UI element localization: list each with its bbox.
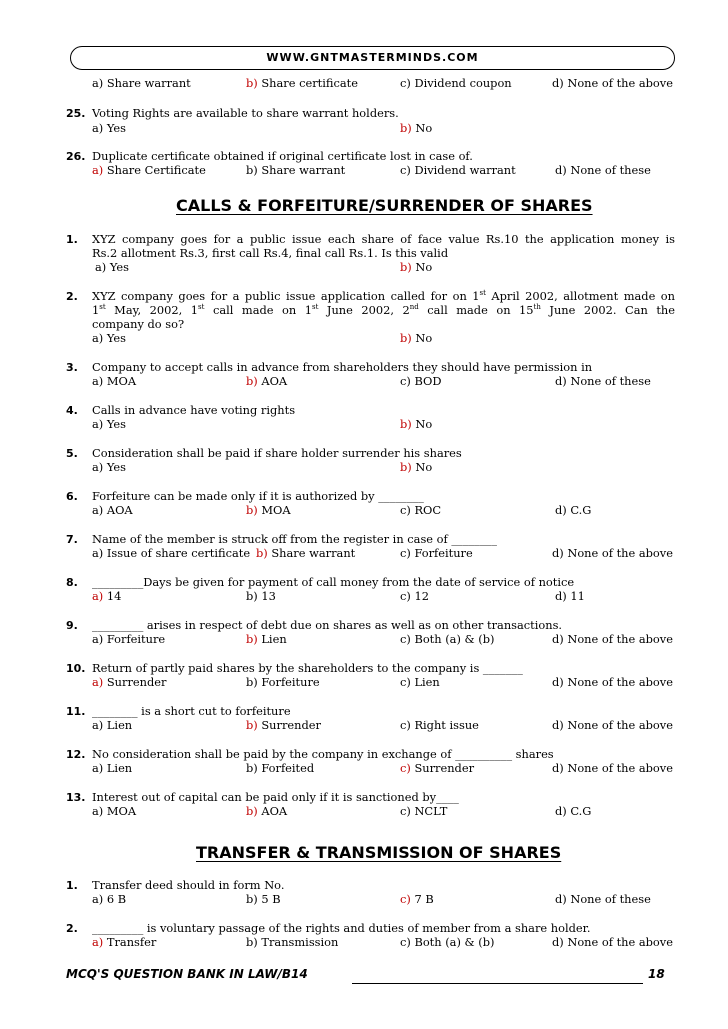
option-d: d) None of the above (552, 718, 673, 732)
answer-marker: b) (400, 260, 412, 274)
option-b: b) MOA (246, 503, 291, 517)
answer-marker: b) (400, 331, 412, 345)
option-a: a) Transfer (92, 935, 157, 949)
page-number: 18 (648, 967, 665, 981)
question-text: _________ arises in respect of debt due on shares as well as on other transactions. (92, 618, 563, 632)
question-text: Interest out of capital can be paid only if it is sanctioned by____ (92, 790, 459, 804)
question-text-cont: Rs.2 allotment Rs.3, first call Rs.4, final call Rs.1. Is this valid (92, 246, 449, 260)
option-b: b) Lien (246, 632, 287, 646)
option-d: d) None of these (555, 374, 651, 388)
option-a: a) MOA (92, 804, 137, 818)
question-number: 7. (66, 533, 78, 546)
answer-marker: a) (92, 589, 104, 603)
option-b: b) 5 B (246, 892, 281, 906)
option-a: a) Lien (92, 761, 133, 775)
option-a: a) MOA (92, 374, 137, 388)
footer-rule (352, 983, 643, 984)
question-text-cont: 1st May, 2002, 1st call made on 1st June 2002, 2nd call made on 15th June 2002. Can the (92, 303, 675, 317)
option-b: b) Transmission (246, 935, 339, 949)
question-text: Forfeiture can be made only if it is authorized by ________ (92, 489, 424, 503)
answer-marker: a) (92, 163, 104, 177)
question-number: 1. (66, 233, 78, 246)
question-number: 11. (66, 705, 86, 718)
question-text: ________ is a short cut to forfeiture (92, 704, 291, 718)
option-c: c) ROC (400, 503, 442, 517)
question-text-cont: company do so? (92, 317, 185, 331)
question-number: 6. (66, 490, 78, 503)
answer-marker: b) (246, 804, 258, 818)
option-c: c) Forfeiture (400, 546, 473, 560)
question-number: 26. (66, 150, 86, 163)
option-b: b) No (400, 417, 433, 431)
option-a: a) Issue of share certificate (92, 546, 251, 560)
option-c: c) Both (a) & (b) (400, 632, 495, 646)
option-d: d) None of these (555, 163, 651, 177)
question-text: Calls in advance have voting rights (92, 403, 296, 417)
option-a: a) 14 (92, 589, 122, 603)
option-b: b) AOA (246, 374, 288, 388)
option-b: b) 13 (246, 589, 276, 603)
option-d: d) None of the above (552, 632, 673, 646)
question-number: 8. (66, 576, 78, 589)
question-text: Voting Rights are available to share warrant holders. (92, 106, 399, 120)
option-a: a) Lien (92, 718, 133, 732)
question-number: 5. (66, 447, 78, 460)
footer-title: MCQ'S QUESTION BANK IN LAW/B14 (66, 967, 308, 981)
answer-marker: b) (400, 121, 412, 135)
option-a: a) Surrender (92, 675, 167, 689)
question-text: XYZ company goes for a public issue application called for on 1st April 2002, allotment made on (92, 289, 675, 303)
answer-marker: c) (400, 892, 411, 906)
answer-marker: b) (246, 374, 258, 388)
question-text: Duplicate certificate obtained if original certificate lost in case of. (92, 149, 473, 163)
option-b: b) Forfeiture (246, 675, 320, 689)
option-d: d) 11 (555, 589, 585, 603)
question-number: 12. (66, 748, 86, 761)
option-a: a) Share Certificate (92, 163, 206, 177)
option-a: a) Yes (92, 331, 126, 345)
option-a: a) Yes (95, 260, 129, 274)
option-a: a) Forfeiture (92, 632, 166, 646)
option-b: b) No (400, 331, 433, 345)
question-number: 3. (66, 361, 78, 374)
option-d: d) None of the above (552, 761, 673, 775)
question-number: 2. (66, 290, 78, 303)
option-a: a) Yes (92, 460, 126, 474)
question-text: Return of partly paid shares by the shareholders to the company is _______ (92, 661, 523, 675)
option-b: b) Share warrant (256, 546, 356, 560)
answer-marker: b) (400, 460, 412, 474)
question-text: Consideration shall be paid if share holder surrender his shares (92, 446, 462, 460)
option-d: d) None of the above (552, 675, 673, 689)
question-text: Transfer deed should in form No. (92, 878, 285, 892)
question-number: 4. (66, 404, 78, 417)
site-url: WWW.GNTMASTERMINDS.COM (266, 51, 479, 64)
option-d: d) C.G (555, 503, 592, 517)
option-d: d) None of the above (552, 546, 673, 560)
question-number: 10. (66, 662, 86, 675)
option-d: d) C.G (555, 804, 592, 818)
option-d: d) None of these (555, 892, 651, 906)
option-d: d) None of the above (552, 935, 673, 949)
option-c: c) 12 (400, 589, 429, 603)
option-b: b) Share certificate (246, 76, 358, 90)
question-number: 9. (66, 619, 78, 632)
header-banner (70, 46, 675, 70)
question-text: XYZ company goes for a public issue each share of face value Rs.10 the application money is (92, 232, 675, 246)
answer-marker: b) (246, 632, 258, 646)
option-a: a) Yes (92, 417, 126, 431)
option-b: b) No (400, 121, 433, 135)
option-b: b) AOA (246, 804, 288, 818)
answer-marker: b) (256, 546, 268, 560)
answer-marker: c) (400, 761, 411, 775)
option-c: c) BOD (400, 374, 442, 388)
option-c: c) Lien (400, 675, 440, 689)
question-text: Company to accept calls in advance from shareholders they should have permission in (92, 360, 593, 374)
option-b: b) No (400, 460, 433, 474)
question-number: 1. (66, 879, 78, 892)
question-number: 25. (66, 107, 86, 120)
option-c: c) Both (a) & (b) (400, 935, 495, 949)
option-c: c) NCLT (400, 804, 448, 818)
answer-marker: a) (92, 675, 104, 689)
option-c: c) Dividend warrant (400, 163, 516, 177)
option-b: b) No (400, 260, 433, 274)
question-text: _________ is voluntary passage of the rights and duties of member from a share holder. (92, 921, 591, 935)
answer-marker: b) (246, 718, 258, 732)
option-d: d) None of the above (552, 76, 673, 90)
answer-marker: b) (246, 503, 258, 517)
option-a: a) 6 B (92, 892, 127, 906)
question-text: Name of the member is struck off from the register in case of ________ (92, 532, 497, 546)
option-a: a) Yes (92, 121, 126, 135)
question-number: 13. (66, 791, 86, 804)
option-c: c) Surrender (400, 761, 475, 775)
section-heading: TRANSFER & TRANSMISSION OF SHARES (196, 843, 562, 862)
question-number: 2. (66, 922, 78, 935)
option-b: b) Surrender (246, 718, 321, 732)
answer-marker: b) (246, 76, 258, 90)
answer-marker: b) (400, 417, 412, 431)
option-c: c) Dividend coupon (400, 76, 512, 90)
option-c: c) 7 B (400, 892, 434, 906)
answer-marker: a) (92, 935, 104, 949)
question-text: No consideration shall be paid by the company in exchange of __________ shares (92, 747, 554, 761)
option-a: a) AOA (92, 503, 133, 517)
option-c: c) Right issue (400, 718, 479, 732)
question-text: _________Days be given for payment of call money from the date of service of notice (92, 575, 575, 589)
option-a: a) Share warrant (92, 76, 191, 90)
option-b: b) Forfeited (246, 761, 315, 775)
section-heading: CALLS & FORFEITURE/SURRENDER OF SHARES (176, 196, 593, 215)
option-b: b) Share warrant (246, 163, 346, 177)
